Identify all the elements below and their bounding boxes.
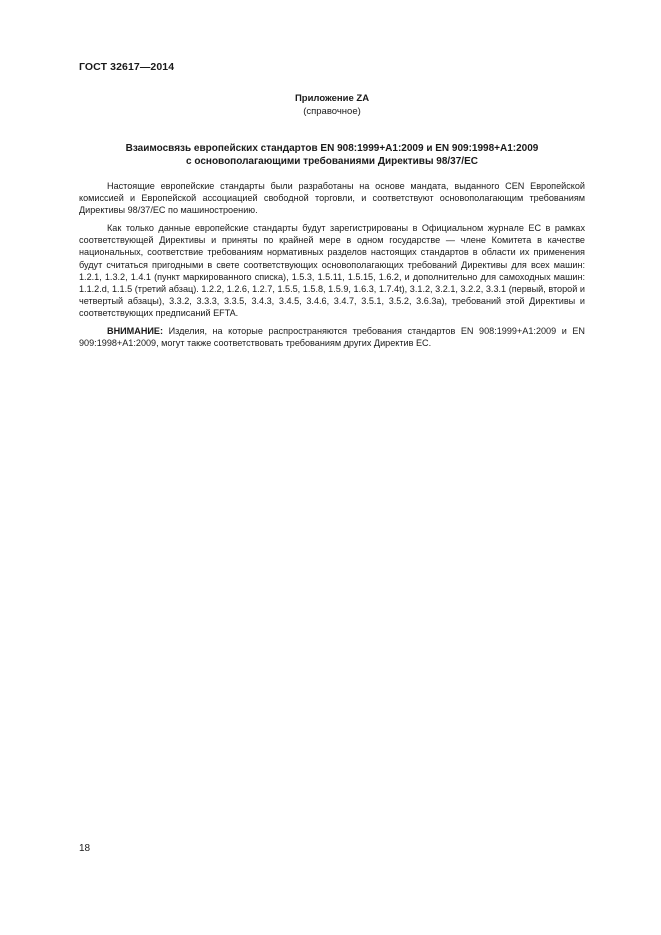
annex-subtitle: (справочное) xyxy=(303,106,361,117)
warning-label: ВНИМАНИЕ: xyxy=(107,326,164,337)
paragraph-conformity: Как только данные европейские стандарты будут зарегистрированы в Официальном журнале ЕС в рамках соответствующей Директивы и приняты по крайней мере в одном государстве — члене Комитета в качестве национальных, соответствие требованиям нормативных разделов настоящих стандартов в области их применения будут считаться пригодными в свете соответствующих основополагающих требований Директивы для всех машин: 1.2.1, 1.3.2, 1.4.1 (пункт маркированного списка), 1.5.3, 1.5.11, 1.5.15, 1.6.2, и дополнительно для самоходных машин: 1.1.2.d, 1.1.5 (третий абзац). 1.2.2, 1.2.6, 1.2.7, 1.5.5, 1.5.8, 1.5.9, 1.6.3, 1.7.4t), 3.1.2, 3.2.1, 3.2.2, 3.3.1 (первый, второй и четвертый абзацы), 3.3.2, 3.3.3, 3.3.5, 3.4.3, 3.4.5, 3.4.6, 3.4.7, 3.5.1, 3.5.2, 3.6.3а), требований этой Директивы и соответствующих предписаний EFTA. xyxy=(79,223,585,318)
section-title xyxy=(80,142,584,168)
warning-text: Изделия, на которые распространяются требования стандартов EN 908:1999+A1:2009 и EN 909:1998+A1:2009, могут также соответствовать требованиям других Директив ЕС. xyxy=(79,326,585,349)
section-title-line-2: с основополагающими требованиями Директивы 98/37/ЕС xyxy=(186,156,478,167)
warning-paragraph xyxy=(79,325,585,349)
annex-title: Приложение ZA xyxy=(294,93,370,104)
standard-code: ГОСТ 32617—2014 xyxy=(79,61,175,73)
paragraph-mandate: Настоящие европейские стандарты были разработаны на основе мандата, выданного CEN Европейской комиссией и Европейской ассоциацией свободной торговли, и соответствуют основополагающим требованиям Директивы 98/37/ЕС по машиностроению. xyxy=(79,181,585,216)
page-number: 18 xyxy=(79,843,91,854)
annex-heading xyxy=(80,92,584,118)
body-text xyxy=(79,180,585,355)
section-title-line-1: Взаимосвязь европейских стандартов EN 908:1999+A1:2009 и EN 909:1998+A1:2009 xyxy=(125,143,539,154)
